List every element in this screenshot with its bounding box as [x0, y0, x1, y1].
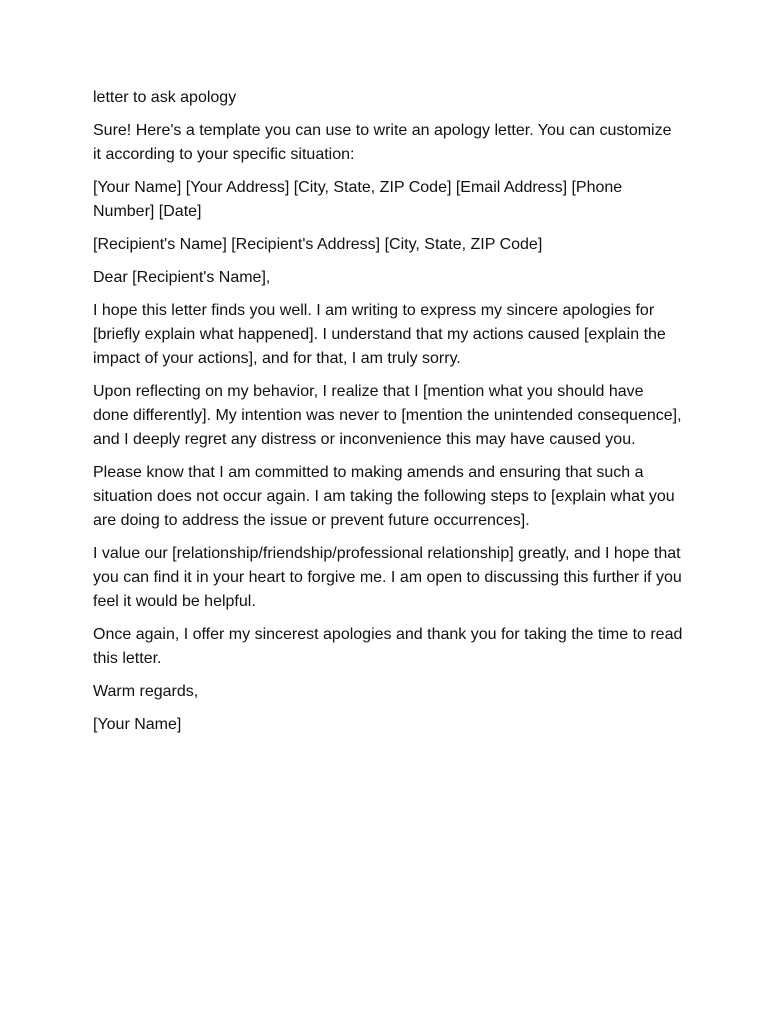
body-paragraph: Once again, I offer my sincerest apologies and thank you for taking the time to read this letter.	[93, 626, 683, 667]
closing: Warm regards,	[93, 683, 199, 700]
recipient-address-block: [Recipient's Name] [Recipient's Address] [City, State, ZIP Code]	[93, 236, 543, 253]
body-paragraph: I value our [relationship/friendship/professional relationship] greatly, and I hope that you can find it in your heart to forgive me. I am open to discussing this further if you feel it would be helpful.	[93, 545, 682, 610]
salutation: Dear [Recipient's Name],	[93, 269, 271, 286]
document-body	[93, 86, 683, 746]
intro-paragraph: Sure! Here's a template you can use to write an apology letter. You can customize it according to your specific situation:	[93, 122, 672, 163]
sender-address-block: [Your Name] [Your Address] [City, State, ZIP Code] [Email Address] [Phone Number] [Date]	[93, 179, 623, 220]
document-title: letter to ask apology	[93, 89, 237, 106]
signature: [Your Name]	[93, 716, 182, 733]
body-paragraph: Upon reflecting on my behavior, I realize that I [mention what you should have done differently]. My intention was never to [mention the unintended consequence], and I deeply regret any distress or inconvenience this may have caused you.	[93, 383, 682, 448]
body-paragraph: Please know that I am committed to making amends and ensuring that such a situation does not occur again. I am taking the following steps to [explain what you are doing to address the issue or prevent future occurrences].	[93, 464, 675, 529]
body-paragraph: I hope this letter finds you well. I am writing to express my sincere apologies for [briefly explain what happened]. I understand that my actions caused [explain the impact of your actions], and for that, I am truly sorry.	[93, 302, 666, 367]
